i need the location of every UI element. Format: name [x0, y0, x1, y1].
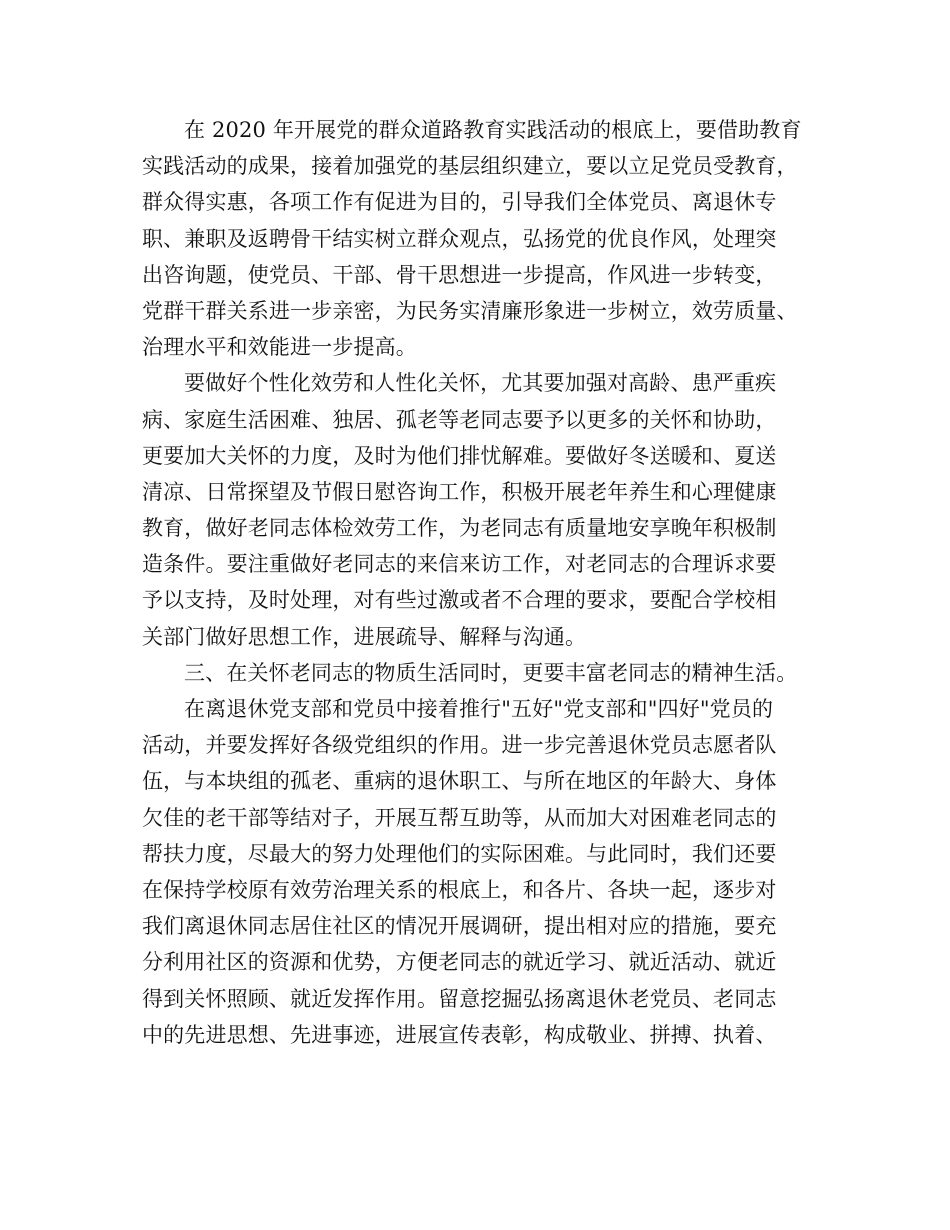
text-line: 活动，并要发挥好各级党组织的作用。进一步完善退休党员志愿者队 [142, 733, 777, 758]
text-line: 在保持学校原有效劳治理关系的根底上，和各片、各块一起，逐步对 [142, 877, 777, 902]
text-line: 在 2020 年开展党的群众道路教育实践活动的根底上，要借助教育 [184, 118, 802, 142]
text-line: 得到关怀照顾、就近发挥作用。留意挖掘弘扬离退休老党员、老同志 [142, 986, 777, 1011]
body-text [142, 112, 832, 1053]
text-line: 清凉、日常探望及节假日慰咨询工作，积极开展老年养生和心理健康 [142, 479, 777, 504]
text-line: 职、兼职及返聘骨干结实树立群众观点，弘扬党的优良作风，处理突 [142, 226, 777, 251]
text-line: 党群干群关系进一步亲密，为民务实清廉形象进一步树立，效劳质量、 [142, 298, 798, 323]
text-line: 予以支持，及时处理，对有些过激或者不合理的要求，要配合学校相 [142, 588, 777, 613]
text-line: 中的先进思想、先进事迹，进展宣传表彰，构成敬业、拼搏、执着、 [142, 1022, 777, 1047]
text-line: 实践活动的成果，接着加强党的基层组织建立，要以立足党员受教育， [142, 154, 798, 179]
text-line: 治理水平和效能进一步提高。 [142, 335, 417, 360]
text-line: 欠佳的老干部等结对子，开展互帮互助等，从而加大对困难老同志的 [142, 805, 777, 830]
text-line: 关部门做好思想工作，进展疏导、解释与沟通。 [142, 624, 587, 649]
text-line: 造条件。要注重做好老同志的来信来访工作，对老同志的合理诉求要 [142, 552, 777, 577]
text-line: 出咨询题，使党员、干部、骨干思想进一步提高，作风进一步转变， [142, 262, 777, 287]
text-line: 要做好个性化效劳和人性化关怀，尤其要加强对高龄、患严重疾 [184, 371, 777, 396]
text-line: 教育，做好老同志体检效劳工作，为老同志有质量地安享晚年积极制 [142, 516, 777, 541]
text-line: 伍，与本块组的孤老、重病的退休职工、与所在地区的年龄大、身体 [142, 769, 777, 794]
text-line: 在离退休党支部和党员中接着推行"五好"党支部和"四好"党员的 [184, 697, 774, 721]
text-line: 更要加大关怀的力度，及时为他们排忧解难。要做好冬送暖和、夏送 [142, 443, 777, 468]
section-heading: 三、在关怀老同志的物质生活同时，更要丰富老同志的精神生活。 [184, 660, 798, 685]
text-line: 群众得实惠，各项工作有促进为目的，引导我们全体党员、离退休专 [142, 190, 777, 215]
text-line: 分利用社区的资源和优势，方便老同志的就近学习、就近活动、就近 [142, 950, 777, 975]
text-line: 病、家庭生活困难、独居、孤老等老同志要予以更多的关怀和协助， [142, 407, 777, 432]
text-line: 帮扶力度，尽最大的努力处理他们的实际困难。与此同时，我们还要 [142, 841, 777, 866]
text-line: 我们离退休同志居住社区的情况开展调研，提出相对应的措施，要充 [142, 914, 777, 939]
